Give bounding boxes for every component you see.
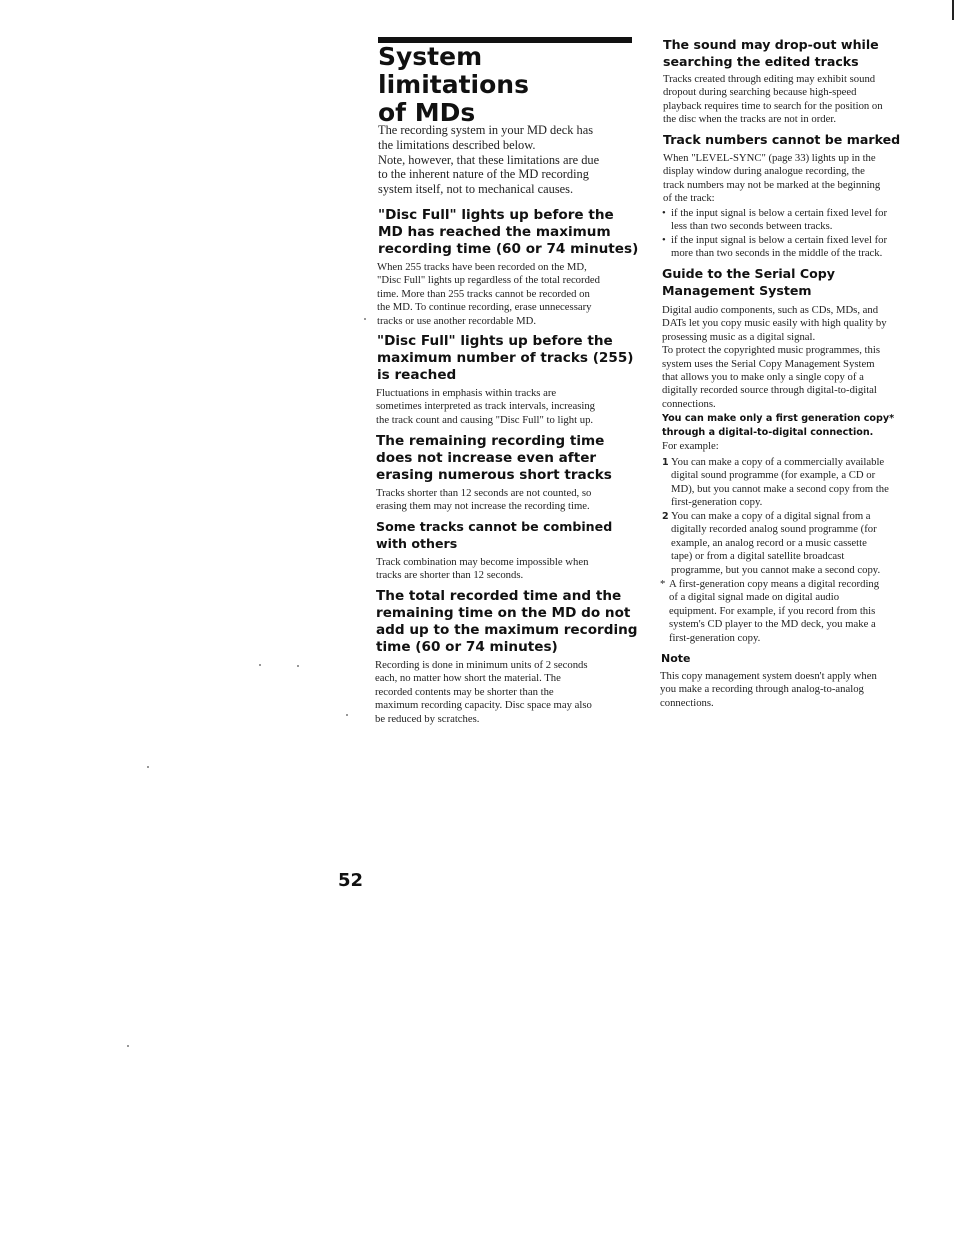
section-heading-track-numbers: Track numbers cannot be marked — [663, 132, 901, 147]
page-title — [378, 43, 638, 127]
page-title-line: System limitations — [378, 42, 529, 99]
scan-speck — [297, 665, 299, 667]
page-title-line: of MDs — [378, 98, 476, 127]
scan-speck — [259, 664, 261, 666]
for-example-label: For example: — [662, 440, 719, 452]
subheading-first-generation: You can make only a first generation copy* through a digital-to-digital connection. — [662, 413, 895, 438]
note-heading: Note — [661, 652, 691, 665]
section-body-sound-dropout: Tracks created through editing may exhibit sound dropout during searching because high-speed playback requires time to search for the position on the disc when the tracks are not in order. — [663, 73, 883, 126]
section-body-serial-copy: Digital audio components, such as CDs, MDs, and DATs let you copy music easily with high quality by prosessing music as a digital signal. To protect the copyrighted music programmes, this system uses the Serial Copy Management System that allows you to make only a single copy of a digitally recorded source through digital-to-digital connections. — [662, 304, 887, 410]
scan-speck — [147, 766, 149, 768]
section-heading-tracks-combined: Some tracks cannot be combined with others — [376, 519, 613, 551]
section-heading-disc-full-tracks: "Disc Full" lights up before the maximum number of tracks (255) is reached — [377, 333, 634, 383]
section-body-disc-full-time: When 255 tracks have been recorded on the MD, "Disc Full" lights up regardless of the total recorded time. More than 255 tracks cannot be recorded on the MD. To continue recording, erase unnecessary tracks or use another recordable MD. — [377, 261, 601, 327]
section-body-tracks-combined: Track combination may become impossible when tracks are shorter than 12 seconds. — [376, 556, 589, 582]
scan-speck — [127, 1045, 129, 1047]
scan-speck — [346, 714, 348, 716]
section-body-total-time: Recording is done in minimum units of 2 seconds each, no matter how short the material. The recorded contents may be shorter than the maximum recording capacity. Disc space may also be reduced by scratches. — [375, 659, 592, 725]
note-body: This copy management system doesn't apply when you make a recording through analog-to-analog connections. — [660, 670, 877, 709]
section-body-remaining-time: Tracks shorter than 12 seconds are not counted, so erasing them may not increase the recording time. — [376, 487, 592, 513]
section-body-track-numbers: When "LEVEL-SYNC" (page 33) lights up in the display window during analogue recording, the track numbers may not be marked at the beginning of the track: — [663, 152, 881, 205]
section-body-disc-full-tracks: Fluctuations in emphasis within tracks are sometimes interpreted as track intervals, increasing the track count and causing "Disc Full" to light up. — [376, 387, 596, 426]
section-heading-disc-full-time: "Disc Full" lights up before the MD has reached the maximum recording time (60 or 74 minutes) — [378, 207, 639, 257]
section-heading-remaining-time: The remaining recording time does not increase even after erasing numerous short tracks — [376, 433, 612, 483]
scan-speck — [364, 318, 366, 320]
page-number: 52 — [338, 870, 364, 891]
section-heading-total-time: The total recorded time and the remaining time on the MD do not add up to the maximum recording time (60 or 74 minutes) — [376, 588, 638, 655]
intro-paragraph: The recording system in your MD deck has the limitations described below. Note, however, that these limitations are due to the inherent nature of the MD recording system itself, not to mechanical causes. — [378, 123, 600, 197]
section-heading-sound-dropout: The sound may drop-out while searching the edited tracks — [663, 37, 879, 69]
section-heading-serial-copy: Guide to the Serial Copy Management System — [662, 266, 835, 298]
